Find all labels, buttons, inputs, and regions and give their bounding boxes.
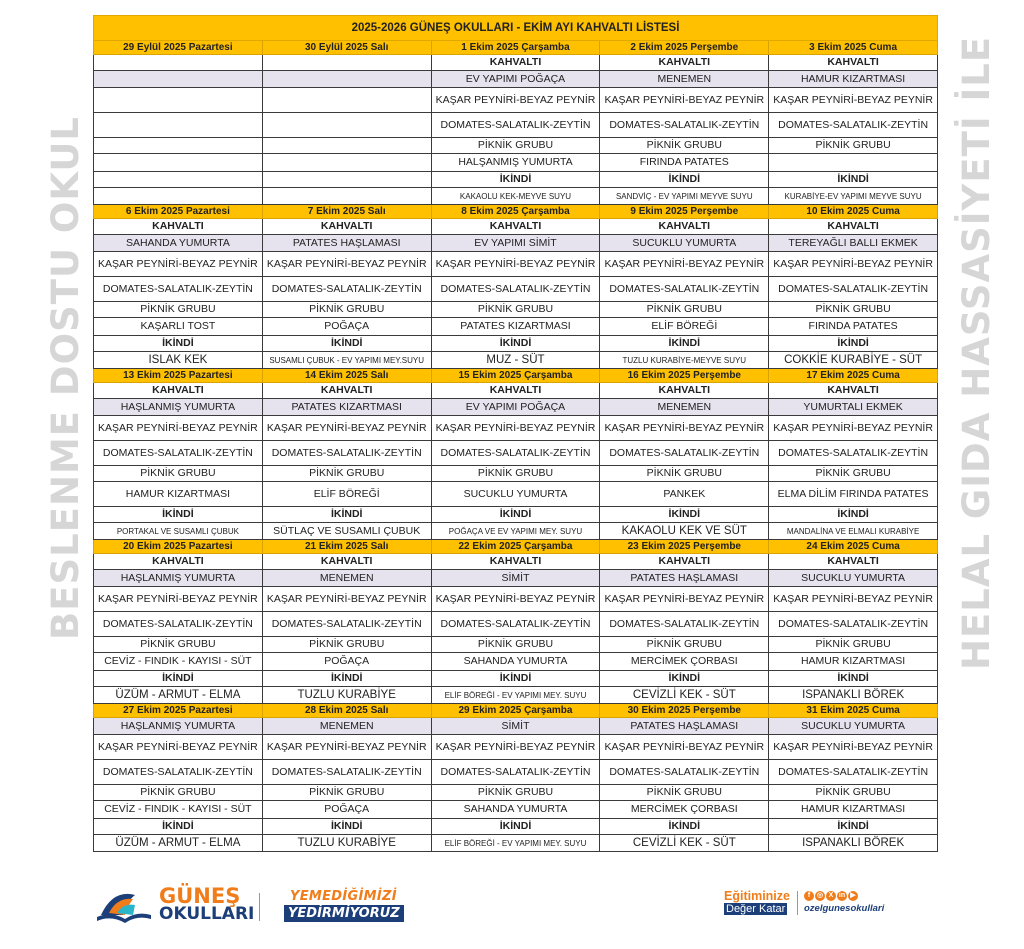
menu-item xyxy=(262,88,431,113)
menu-item: DOMATES-SALATALIK-ZEYTİN xyxy=(262,277,431,302)
breakfast-label: KAHVALTI xyxy=(431,55,600,71)
main-dish: MENEMEN xyxy=(600,71,769,88)
breakfast-label: KAHVALTI xyxy=(600,55,769,71)
extra-dish-row xyxy=(94,318,938,336)
menu-item: DOMATES-SALATALIK-ZEYTİN xyxy=(431,113,600,138)
menu-item: PİKNİK GRUBU xyxy=(94,785,263,801)
main-dish: HAŞLANMIŞ YUMURTA xyxy=(94,399,263,416)
afternoon-label-row xyxy=(94,671,938,687)
menu-item: SAHANDA YUMURTA xyxy=(431,653,600,671)
breakfast-label: KAHVALTI xyxy=(769,383,938,399)
main-dish: HAŞLANMIŞ YUMURTA xyxy=(94,570,263,587)
extra-dish-row xyxy=(94,482,938,507)
extra-dish-row xyxy=(94,801,938,819)
menu-item: KAŞAR PEYNİRİ-BEYAZ PEYNİR xyxy=(262,416,431,441)
menu-item: DOMATES-SALATALIK-ZEYTİN xyxy=(431,441,600,466)
menu-item: HAMUR KIZARTMASI xyxy=(769,801,938,819)
menu-item: PİKNİK GRUBU xyxy=(769,138,938,154)
menu-item: DOMATES-SALATALIK-ZEYTİN xyxy=(769,612,938,637)
breakfast-label: KAHVALTI xyxy=(94,219,263,235)
menu-item: PİKNİK GRUBU xyxy=(769,466,938,482)
menu-item: HALŞANMIŞ YUMURTA xyxy=(431,154,600,172)
menu-item: KAŞAR PEYNİRİ-BEYAZ PEYNİR xyxy=(431,587,600,612)
menu-item xyxy=(94,88,263,113)
menu-item: KAŞAR PEYNİRİ-BEYAZ PEYNİR xyxy=(600,416,769,441)
main-dish: MENEMEN xyxy=(262,570,431,587)
day-date-header: 8 Ekim 2025 Çarşamba xyxy=(431,205,600,219)
extra-dish-row xyxy=(94,154,938,172)
menu-item: CEVİZ - FINDIK - KAYISI - SÜT xyxy=(94,653,263,671)
menu-item: DOMATES-SALATALIK-ZEYTİN xyxy=(94,612,263,637)
motto xyxy=(724,890,790,930)
cheese-row xyxy=(94,587,938,612)
menu-item: SAHANDA YUMURTA xyxy=(431,801,600,819)
main-dish-row xyxy=(94,235,938,252)
afternoon-label: İKİNDİ xyxy=(262,507,431,523)
gunes-okullari-logo xyxy=(95,885,254,925)
afternoon-label: İKİNDİ xyxy=(431,819,600,835)
breakfast-label: KAHVALTI xyxy=(431,554,600,570)
breakfast-label: KAHVALTI xyxy=(94,554,263,570)
afternoon-label: İKİNDİ xyxy=(262,336,431,352)
main-dish: EV YAPIMI POĞAÇA xyxy=(431,399,600,416)
afternoon-label: İKİNDİ xyxy=(262,671,431,687)
logo-line-2: OKULLARI xyxy=(159,904,255,924)
menu-item: KAŞAR PEYNİRİ-BEYAZ PEYNİR xyxy=(94,252,263,277)
main-dish: MENEMEN xyxy=(600,399,769,416)
menu-item: KAŞAR PEYNİRİ-BEYAZ PEYNİR xyxy=(94,416,263,441)
breakfast-label-row xyxy=(94,383,938,399)
menu-item: POĞAÇA xyxy=(262,653,431,671)
menu-item: DOMATES-SALATALIK-ZEYTİN xyxy=(600,441,769,466)
menu-item: KAŞAR PEYNİRİ-BEYAZ PEYNİR xyxy=(262,735,431,760)
slogan-line-1: YEMEDİĞİMİZİ xyxy=(290,889,397,904)
vegetables-row xyxy=(94,277,938,302)
menu-item: PİKNİK GRUBU xyxy=(262,785,431,801)
menu-item: DOMATES-SALATALIK-ZEYTİN xyxy=(262,612,431,637)
menu-item: PİKNİK GRUBU xyxy=(94,637,263,653)
day-date-header: 22 Ekim 2025 Çarşamba xyxy=(431,540,600,554)
menu-item: PİKNİK GRUBU xyxy=(262,302,431,318)
afternoon-snack: COKKİE KURABİYE - SÜT xyxy=(769,352,938,369)
menu-item: ELMA DİLİM FIRINDA PATATES xyxy=(769,482,938,507)
afternoon-label: İKİNDİ xyxy=(769,336,938,352)
menu-item: PİKNİK GRUBU xyxy=(600,637,769,653)
day-date-header: 14 Ekim 2025 Salı xyxy=(262,369,431,383)
menu-item xyxy=(94,113,263,138)
menu-item: KAŞAR PEYNİRİ-BEYAZ PEYNİR xyxy=(431,735,600,760)
afternoon-snack: ISLAK KEK xyxy=(94,352,263,369)
menu-item: KAŞAR PEYNİRİ-BEYAZ PEYNİR xyxy=(94,587,263,612)
menu-item xyxy=(94,154,263,172)
afternoon-snack: SANDVİÇ - EV YAPIMI MEYVE SUYU xyxy=(600,188,769,205)
facebook-icon[interactable]: f xyxy=(804,891,814,901)
main-dish: SAHANDA YUMURTA xyxy=(94,235,263,252)
afternoon-snack-row xyxy=(94,188,938,205)
afternoon-snack: TUZLU KURABİYE-MEYVE SUYU xyxy=(600,352,769,369)
menu-item: FIRINDA PATATES xyxy=(600,154,769,172)
main-dish: HAMUR KIZARTMASI xyxy=(769,71,938,88)
side-text-left: BESLENME DOSTU OKUL xyxy=(44,116,87,640)
afternoon-label-row xyxy=(94,336,938,352)
menu-item: DOMATES-SALATALIK-ZEYTİN xyxy=(431,612,600,637)
day-date-header: 3 Ekim 2025 Cuma xyxy=(769,41,938,55)
menu-item: PİKNİK GRUBU xyxy=(431,785,600,801)
afternoon-label: İKİNDİ xyxy=(431,507,600,523)
main-dish: PATATES HAŞLAMASI xyxy=(600,570,769,587)
day-date-header: 6 Ekim 2025 Pazartesi xyxy=(94,205,263,219)
vegetables-row xyxy=(94,612,938,637)
menu-item: DOMATES-SALATALIK-ZEYTİN xyxy=(769,113,938,138)
afternoon-snack xyxy=(262,188,431,205)
breakfast-label: KAHVALTI xyxy=(769,55,938,71)
menu-item: KAŞAR PEYNİRİ-BEYAZ PEYNİR xyxy=(769,735,938,760)
afternoon-snack: TUZLU KURABİYE xyxy=(262,687,431,704)
menu-item xyxy=(262,154,431,172)
vegetables-row xyxy=(94,441,938,466)
afternoon-snack: ELİF BÖREĞİ - EV YAPIMI MEY. SUYU xyxy=(431,835,600,852)
menu-item: PANKEK xyxy=(600,482,769,507)
menu-item: SUCUKLU YUMURTA xyxy=(431,482,600,507)
breakfast-label: KAHVALTI xyxy=(431,219,600,235)
breakfast-label-row xyxy=(94,554,938,570)
day-date-header: 20 Ekim 2025 Pazartesi xyxy=(94,540,263,554)
menu-item: DOMATES-SALATALIK-ZEYTİN xyxy=(600,612,769,637)
menu-title: 2025-2026 GÜNEŞ OKULLARI - EKİM AYI KAHVALTI LİSTESİ xyxy=(94,16,938,41)
main-dish: SUCUKLU YUMURTA xyxy=(600,235,769,252)
menu-item: MERCİMEK ÇORBASI xyxy=(600,801,769,819)
empty-cell xyxy=(262,55,431,71)
menu-item: DOMATES-SALATALIK-ZEYTİN xyxy=(431,277,600,302)
menu-item: DOMATES-SALATALIK-ZEYTİN xyxy=(431,760,600,785)
afternoon-label-row xyxy=(94,507,938,523)
breakfast-label: KAHVALTI xyxy=(600,219,769,235)
afternoon-label: İKİNDİ xyxy=(600,819,769,835)
afternoon-snack: KAKAOLU KEK VE SÜT xyxy=(600,523,769,540)
afternoon-snack: SÜTLAÇ VE SUSAMLI ÇUBUK xyxy=(262,523,431,540)
menu-item: POĞAÇA xyxy=(262,801,431,819)
main-dish: PATATES HAŞLAMASI xyxy=(262,235,431,252)
slogan xyxy=(284,889,404,929)
breakfast-label: KAHVALTI xyxy=(262,554,431,570)
afternoon-label: İKİNDİ xyxy=(769,671,938,687)
menu-item: DOMATES-SALATALIK-ZEYTİN xyxy=(769,277,938,302)
main-dish-row xyxy=(94,71,938,88)
breakfast-label: KAHVALTI xyxy=(769,219,938,235)
cheese-row xyxy=(94,735,938,760)
afternoon-snack: KAKAOLU KEK-MEYVE SUYU xyxy=(431,188,600,205)
afternoon-snack xyxy=(94,188,263,205)
date-header-row xyxy=(94,704,938,718)
picnic-row xyxy=(94,138,938,154)
social-media xyxy=(804,891,884,931)
day-date-header: 24 Ekim 2025 Cuma xyxy=(769,540,938,554)
menu-item: POĞAÇA xyxy=(262,318,431,336)
day-date-header: 13 Ekim 2025 Pazartesi xyxy=(94,369,263,383)
menu-item: PİKNİK GRUBU xyxy=(431,637,600,653)
menu-item: ELİF BÖREĞİ xyxy=(600,318,769,336)
menu-item: PİKNİK GRUBU xyxy=(600,302,769,318)
day-date-header: 30 Ekim 2025 Perşembe xyxy=(600,704,769,718)
menu-item: KAŞAR PEYNİRİ-BEYAZ PEYNİR xyxy=(431,88,600,113)
afternoon-label: İKİNDİ xyxy=(769,172,938,188)
main-dish xyxy=(94,71,263,88)
afternoon-label: İKİNDİ xyxy=(769,819,938,835)
menu-item: KAŞAR PEYNİRİ-BEYAZ PEYNİR xyxy=(600,88,769,113)
menu-item: KAŞARLI TOST xyxy=(94,318,263,336)
afternoon-snack: CEVİZLİ KEK - SÜT xyxy=(600,687,769,704)
menu-item: MERCİMEK ÇORBASI xyxy=(600,653,769,671)
breakfast-label-row xyxy=(94,219,938,235)
extra-dish-row xyxy=(94,653,938,671)
menu-item: PİKNİK GRUBU xyxy=(600,785,769,801)
menu-item: KAŞAR PEYNİRİ-BEYAZ PEYNİR xyxy=(600,252,769,277)
menu-item: PİKNİK GRUBU xyxy=(262,637,431,653)
date-header-row xyxy=(94,369,938,383)
menu-item: PİKNİK GRUBU xyxy=(431,466,600,482)
footer-divider-2 xyxy=(797,891,798,915)
main-dish: PATATES HAŞLAMASI xyxy=(600,718,769,735)
menu-item: KAŞAR PEYNİRİ-BEYAZ PEYNİR xyxy=(769,587,938,612)
main-dish: SİMİT xyxy=(431,570,600,587)
afternoon-snack-row xyxy=(94,523,938,540)
day-date-header: 15 Ekim 2025 Çarşamba xyxy=(431,369,600,383)
afternoon-label: İKİNDİ xyxy=(431,671,600,687)
afternoon-snack: PORTAKAL VE SUSAMLI ÇUBUK xyxy=(94,523,263,540)
afternoon-snack: KURABİYE-EV YAPIMI MEYVE SUYU xyxy=(769,188,938,205)
afternoon-label: İKİNDİ xyxy=(769,507,938,523)
main-dish: EV YAPIMI POĞAÇA xyxy=(431,71,600,88)
menu-item: PİKNİK GRUBU xyxy=(769,785,938,801)
afternoon-label: İKİNDİ xyxy=(431,336,600,352)
menu-item: DOMATES-SALATALIK-ZEYTİN xyxy=(94,441,263,466)
main-dish: SUCUKLU YUMURTA xyxy=(769,570,938,587)
menu-item: DOMATES-SALATALIK-ZEYTİN xyxy=(769,441,938,466)
menu-item: KAŞAR PEYNİRİ-BEYAZ PEYNİR xyxy=(262,587,431,612)
cheese-row xyxy=(94,88,938,113)
afternoon-snack-row xyxy=(94,352,938,369)
breakfast-menu-table xyxy=(93,15,938,852)
date-header-row xyxy=(94,205,938,219)
menu-item: PİKNİK GRUBU xyxy=(600,138,769,154)
afternoon-snack-row xyxy=(94,687,938,704)
cheese-row xyxy=(94,416,938,441)
social-handle[interactable]: ozelgunesokullari xyxy=(804,903,885,914)
day-date-header: 28 Ekim 2025 Salı xyxy=(262,704,431,718)
picnic-row xyxy=(94,785,938,801)
cheese-row xyxy=(94,252,938,277)
afternoon-snack: TUZLU KURABİYE xyxy=(262,835,431,852)
menu-item: KAŞAR PEYNİRİ-BEYAZ PEYNİR xyxy=(262,252,431,277)
main-dish: HAŞLANMIŞ YUMURTA xyxy=(94,718,263,735)
menu-item: KAŞAR PEYNİRİ-BEYAZ PEYNİR xyxy=(94,735,263,760)
day-date-header: 16 Ekim 2025 Perşembe xyxy=(600,369,769,383)
instagram-icon[interactable]: ◎ xyxy=(816,892,824,899)
menu-item: KAŞAR PEYNİRİ-BEYAZ PEYNİR xyxy=(769,416,938,441)
menu-item: PİKNİK GRUBU xyxy=(431,138,600,154)
breakfast-label: KAHVALTI xyxy=(262,383,431,399)
menu-item: PİKNİK GRUBU xyxy=(262,466,431,482)
date-header-row xyxy=(94,540,938,554)
day-date-header: 27 Ekim 2025 Pazartesi xyxy=(94,704,263,718)
day-date-header: 29 Ekim 2025 Çarşamba xyxy=(431,704,600,718)
motto-line-1: Eğitiminize xyxy=(724,889,790,903)
menu-item xyxy=(769,154,938,172)
youtube-icon[interactable]: ▶ xyxy=(848,891,858,901)
menu-item: PATATES KIZARTMASI xyxy=(431,318,600,336)
menu-item: PİKNİK GRUBU xyxy=(769,637,938,653)
menu-item: DOMATES-SALATALIK-ZEYTİN xyxy=(600,760,769,785)
menu-item: PİKNİK GRUBU xyxy=(94,302,263,318)
afternoon-label: İKİNDİ xyxy=(94,507,263,523)
main-dish: SUCUKLU YUMURTA xyxy=(769,718,938,735)
menu-item: CEVİZ - FINDIK - KAYISI - SÜT xyxy=(94,801,263,819)
logo-line-1: GÜNEŞ xyxy=(159,884,241,908)
afternoon-label: İKİNDİ xyxy=(600,172,769,188)
empty-cell xyxy=(262,172,431,188)
menu-item xyxy=(262,113,431,138)
main-dish: MENEMEN xyxy=(262,718,431,735)
main-dish-row xyxy=(94,718,938,735)
linkedin-icon[interactable]: in xyxy=(838,892,846,899)
day-date-header: 17 Ekim 2025 Cuma xyxy=(769,369,938,383)
breakfast-label: KAHVALTI xyxy=(431,383,600,399)
breakfast-label: KAHVALTI xyxy=(600,554,769,570)
main-dish-row xyxy=(94,399,938,416)
breakfast-label: KAHVALTI xyxy=(600,383,769,399)
day-date-header: 10 Ekim 2025 Cuma xyxy=(769,205,938,219)
empty-cell xyxy=(94,172,263,188)
menu-item: ELİF BÖREĞİ xyxy=(262,482,431,507)
afternoon-snack: ISPANAKLI BÖREK xyxy=(769,835,938,852)
picnic-row xyxy=(94,466,938,482)
menu-item: KAŞAR PEYNİRİ-BEYAZ PEYNİR xyxy=(431,252,600,277)
afternoon-snack: MUZ - SÜT xyxy=(431,352,600,369)
afternoon-label: İKİNDİ xyxy=(94,336,263,352)
side-text-right: HELAL GIDA HASSASİYETİ İLE xyxy=(955,35,998,670)
day-date-header: 23 Ekim 2025 Perşembe xyxy=(600,540,769,554)
date-header-row xyxy=(94,41,938,55)
menu-item: HAMUR KIZARTMASI xyxy=(769,653,938,671)
breakfast-label: KAHVALTI xyxy=(769,554,938,570)
day-date-header: 1 Ekim 2025 Çarşamba xyxy=(431,41,600,55)
afternoon-label: İKİNDİ xyxy=(262,819,431,835)
menu-item: KAŞAR PEYNİRİ-BEYAZ PEYNİR xyxy=(769,88,938,113)
afternoon-snack: ÜZÜM - ARMUT - ELMA xyxy=(94,835,263,852)
picnic-row xyxy=(94,302,938,318)
day-date-header: 30 Eylül 2025 Salı xyxy=(262,41,431,55)
vegetables-row xyxy=(94,113,938,138)
afternoon-label: İKİNDİ xyxy=(600,671,769,687)
menu-item: DOMATES-SALATALIK-ZEYTİN xyxy=(262,760,431,785)
slogan-line-2: YEDİRMİYORUZ xyxy=(284,905,404,922)
breakfast-label: KAHVALTI xyxy=(94,383,263,399)
day-date-header: 21 Ekim 2025 Salı xyxy=(262,540,431,554)
main-dish xyxy=(262,71,431,88)
menu-item: PİKNİK GRUBU xyxy=(94,466,263,482)
afternoon-snack: MANDALİNA VE ELMALI KURABİYE xyxy=(769,523,938,540)
title-row xyxy=(94,16,938,41)
menu-item: PİKNİK GRUBU xyxy=(600,466,769,482)
menu-item: DOMATES-SALATALIK-ZEYTİN xyxy=(262,441,431,466)
menu-item: PİKNİK GRUBU xyxy=(769,302,938,318)
menu-item: DOMATES-SALATALIK-ZEYTİN xyxy=(94,760,263,785)
menu-item: KAŞAR PEYNİRİ-BEYAZ PEYNİR xyxy=(769,252,938,277)
day-date-header: 2 Ekim 2025 Perşembe xyxy=(600,41,769,55)
afternoon-snack: ÜZÜM - ARMUT - ELMA xyxy=(94,687,263,704)
day-date-header: 29 Eylül 2025 Pazartesi xyxy=(94,41,263,55)
footer-divider xyxy=(259,893,260,921)
motto-line-2: Değer Katar xyxy=(726,903,786,915)
afternoon-snack-row xyxy=(94,835,938,852)
empty-cell xyxy=(94,55,263,71)
day-date-header: 9 Ekim 2025 Perşembe xyxy=(600,205,769,219)
afternoon-label: İKİNDİ xyxy=(600,507,769,523)
main-dish: EV YAPIMI SİMİT xyxy=(431,235,600,252)
afternoon-snack: POĞAÇA VE EV YAPIMI MEY. SUYU xyxy=(431,523,600,540)
menu-item: KAŞAR PEYNİRİ-BEYAZ PEYNİR xyxy=(431,416,600,441)
sun-book-logo-icon xyxy=(95,885,153,925)
afternoon-label-row xyxy=(94,819,938,835)
breakfast-label-row xyxy=(94,55,938,71)
main-dish: PATATES KIZARTMASI xyxy=(262,399,431,416)
menu-item: KAŞAR PEYNİRİ-BEYAZ PEYNİR xyxy=(600,587,769,612)
menu-item xyxy=(262,138,431,154)
afternoon-snack: SUSAMLI ÇUBUK - EV YAPIMI MEY.SUYU xyxy=(262,352,431,369)
main-dish: TEREYAĞLI BALLI EKMEK xyxy=(769,235,938,252)
main-dish: SİMİT xyxy=(431,718,600,735)
menu-item: PİKNİK GRUBU xyxy=(431,302,600,318)
menu-item: DOMATES-SALATALIK-ZEYTİN xyxy=(600,277,769,302)
menu-item: KAŞAR PEYNİRİ-BEYAZ PEYNİR xyxy=(600,735,769,760)
afternoon-snack: CEVİZLİ KEK - SÜT xyxy=(600,835,769,852)
menu-item: FIRINDA PATATES xyxy=(769,318,938,336)
day-date-header: 7 Ekim 2025 Salı xyxy=(262,205,431,219)
afternoon-label: İKİNDİ xyxy=(94,819,263,835)
main-dish-row xyxy=(94,570,938,587)
afternoon-snack: ELİF BÖREĞİ - EV YAPIMI MEY. SUYU xyxy=(431,687,600,704)
menu-item: DOMATES-SALATALIK-ZEYTİN xyxy=(94,277,263,302)
menu-item: HAMUR KIZARTMASI xyxy=(94,482,263,507)
vegetables-row xyxy=(94,760,938,785)
breakfast-label: KAHVALTI xyxy=(262,219,431,235)
menu-item xyxy=(94,138,263,154)
menu-item: DOMATES-SALATALIK-ZEYTİN xyxy=(600,113,769,138)
afternoon-label: İKİNDİ xyxy=(94,671,263,687)
x-icon[interactable]: X xyxy=(826,891,836,901)
afternoon-label-row xyxy=(94,172,938,188)
day-date-header: 31 Ekim 2025 Cuma xyxy=(769,704,938,718)
afternoon-label: İKİNDİ xyxy=(431,172,600,188)
menu-item: DOMATES-SALATALIK-ZEYTİN xyxy=(769,760,938,785)
main-dish: YUMURTALI EKMEK xyxy=(769,399,938,416)
afternoon-label: İKİNDİ xyxy=(600,336,769,352)
picnic-row xyxy=(94,637,938,653)
afternoon-snack: ISPANAKLI BÖREK xyxy=(769,687,938,704)
